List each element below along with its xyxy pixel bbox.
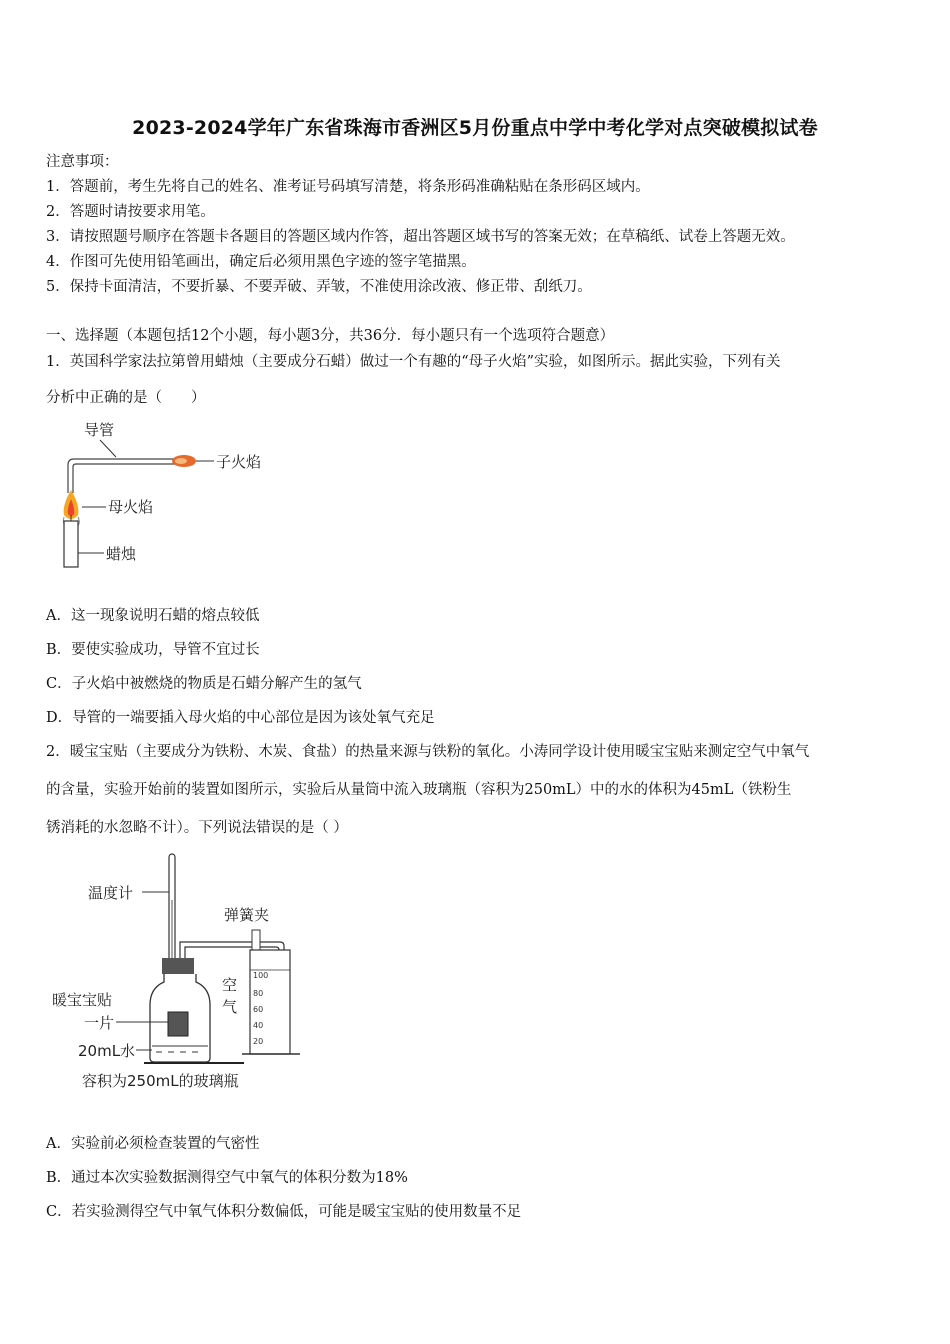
q1-option-d: D．导管的一端要插入母火焰的中心部位是因为该处氧气充足 [46,710,435,726]
mother-flame-label: 母火焰 [108,498,154,516]
section-heading: 一、选择题（本题包括12个小题，每小题3分，共36分．每小题只有一个选项符合题意） [46,328,615,344]
q1-stem-line2: 分析中正确的是（ ） [46,390,206,406]
scale-tick-40: 40 [253,1021,264,1030]
connecting-tube-inner [185,947,256,958]
hand-warmer-patch [168,1012,188,1036]
notice-heading: 注意事项： [46,154,119,170]
scale-tick-80: 80 [253,989,264,998]
child-flame-label: 子火焰 [216,453,262,471]
scale-tick-100: 100 [253,971,269,980]
q1-option-a: A．这一现象说明石蜡的熔点较低 [46,608,260,624]
child-flame-core [175,458,187,464]
q1-stem-line1: 1．英国科学家法拉第曾用蜡烛（主要成分石蜡）做过一个有趣的“母子火焰”实验，如图所示。据此实验，下列有关 [46,354,781,370]
bottle-label: 容积为250mL的玻璃瓶 [82,1072,239,1090]
notice-item-3: 3．请按照题号顺序在答题卡各题目的答题区域内作答，超出答题区域书写的答案无效；在草稿纸、试卷上答题无效。 [46,229,795,245]
q1-option-c: C．子火焰中被燃烧的物质是石蜡分解产生的氢气 [46,676,362,692]
connecting-tube [180,942,256,958]
q2-option-c: C．若实验测得空气中氧气体积分数偏低，可能是暖宝宝贴的使用数量不足 [46,1204,522,1220]
page-title: 2023-2024学年广东省珠海市香洲区5月份重点中学中考化学对点突破模拟试卷 [132,117,818,139]
scale-tick-60: 60 [253,1005,264,1014]
tube-label-leader [100,440,116,457]
tube-label: 导管 [84,421,115,439]
notice-item-1: 1．答题前，考生先将自己的姓名、准考证号码填写清楚，将条形码准确粘贴在条形码区域内。 [46,179,650,195]
notice-item-4: 4．作图可先使用铅笔画出，确定后必须用黑色字迹的签字笔描黑。 [46,254,476,270]
air-label-1: 空 [222,976,238,994]
q1-option-b: B．要使实验成功，导管不宜过长 [46,642,260,658]
patch-label-1: 暖宝宝贴 [52,991,113,1009]
notice-item-2: 2．答题时请按要求用笔。 [46,204,215,220]
q2-stem-line1: 2．暖宝宝贴（主要成分为铁粉、木炭、食盐）的热量来源与铁粉的氧化。小涛同学设计使用暖宝宝贴来测定空气中氧气 [46,744,810,760]
water-label: 20mL水 [78,1042,136,1060]
clamp-label: 弹簧夹 [224,906,270,924]
tube-inner-line [73,464,176,493]
spring-clamp-icon [252,930,260,952]
thermometer-label: 温度计 [88,884,134,902]
candle-body [64,521,78,567]
q2-figure [44,850,324,1095]
q2-option-a: A．实验前必须检查装置的气密性 [46,1136,260,1152]
stopper [162,958,194,974]
q1-figure [44,415,294,575]
scale-tick-20: 20 [253,1037,264,1046]
q2-option-b: B．通过本次实验数据测得空气中氧气的体积分数为18% [46,1170,408,1186]
notice-item-5: 5．保持卡面清洁，不要折暴、不要弄破、弄皱，不准使用涂改液、修正带、刮纸刀。 [46,279,592,295]
patch-label-2: 一片 [84,1014,115,1032]
q2-stem-line2: 的含量，实验开始前的装置如图所示，实验后从量筒中流入玻璃瓶（容积为250mL）中的水的体积为45mL（铁粉生 [46,782,792,798]
candle-label: 蜡烛 [106,545,137,563]
air-label-2: 气 [222,998,238,1016]
q2-stem-line3: 锈消耗的水忽略不计）。下列说法错误的是（ ） [46,820,348,836]
